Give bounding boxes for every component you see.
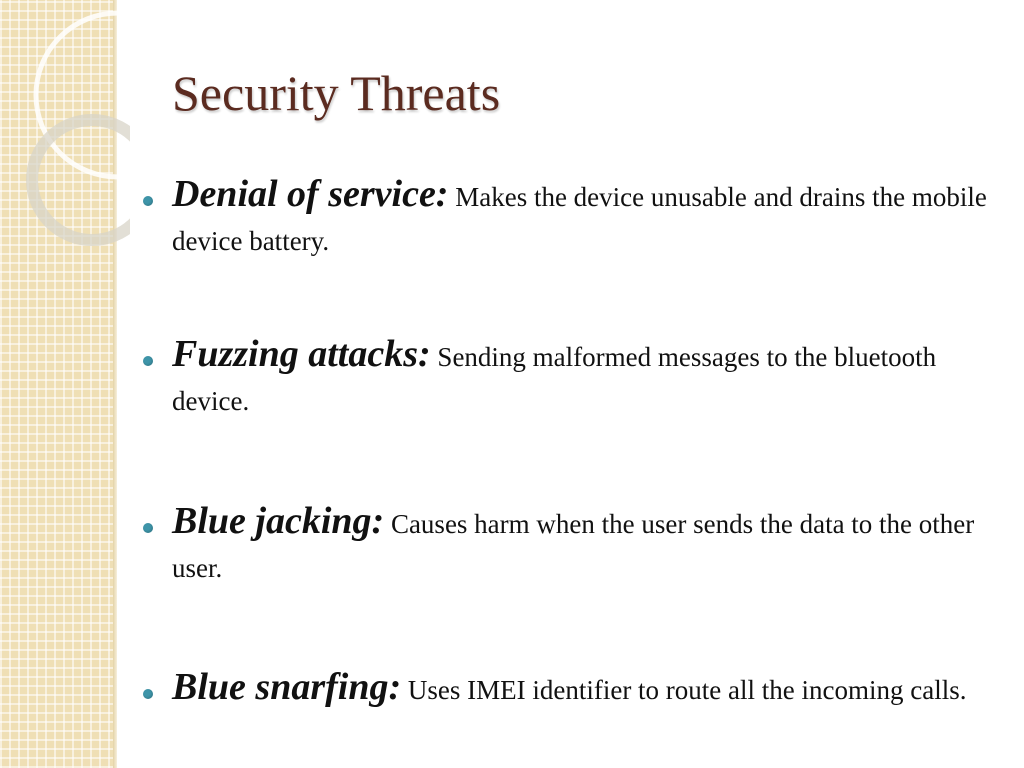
bullet-item <box>140 499 1000 590</box>
bullet-text <box>172 499 1000 590</box>
bullet-description: Sending malformed messages to the bluetooth device. <box>172 342 937 416</box>
bullet-term: Blue snarfing: <box>172 666 402 708</box>
bullet-text <box>172 172 1000 263</box>
bullet-description: Causes harm when the user sends the data to the other user. <box>172 509 975 583</box>
bullet-description: Makes the device unusable and drains the mobile device battery. <box>172 182 987 256</box>
bullet-text <box>172 665 1000 712</box>
side-panel-edge <box>113 0 117 768</box>
bullet-term: Blue jacking: <box>172 500 385 542</box>
bullet-item <box>140 665 1000 712</box>
decorative-side-panel <box>0 0 113 768</box>
bullet-term: Fuzzing attacks: <box>172 333 431 375</box>
bullet-item <box>140 172 1000 263</box>
slide-title: Security Threats <box>172 65 501 121</box>
bullet-description: Uses IMEI identifier to route all the incoming calls. <box>407 675 967 705</box>
bullet-icon <box>143 689 153 699</box>
bullet-icon <box>143 356 153 366</box>
bullet-icon <box>143 523 153 533</box>
bullet-term: Denial of service: <box>172 173 449 215</box>
bullet-text <box>172 332 1000 423</box>
bullet-item <box>140 332 1000 423</box>
bullet-icon <box>143 196 153 206</box>
